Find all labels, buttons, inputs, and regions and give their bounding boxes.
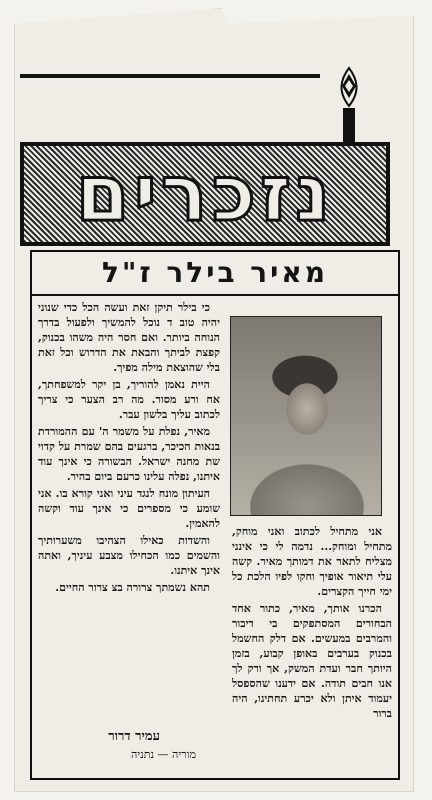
paragraph: תהא נשמתך צרורה בצ צרור החיים. (55, 581, 210, 594)
author-signature (38, 728, 220, 761)
portrait-photo (230, 316, 382, 516)
author-location: מוריה — נתניה (130, 748, 196, 761)
memorial-candle-icon (334, 66, 364, 146)
paragraph: והשדות כאילו הצהיבו משערותיך והשמים כמו הכחילו מצבע עיניך, ואתה אינך איתנו. (38, 534, 220, 577)
article-column-left (38, 300, 220, 726)
headline-rule (30, 294, 400, 296)
memorial-banner (20, 66, 390, 246)
paragraph: העיתון מונח לנגד עיני ואני קורא בו. אני שומע כי מספרים כי אינך עוד וקשה להאמין. (38, 487, 220, 530)
banner-title-box (20, 142, 390, 246)
author-name: עמיר דרור (108, 729, 160, 744)
banner-title: נזכרים (75, 149, 335, 239)
article-headline: מאיר בילר ז"ל (101, 256, 329, 289)
paragraph: היית נאמן להוריך, בן יקר למשפחתך, אח ורע מסור. מה רב הצער כי צריך לכתוב עליך בלשון עבר. (38, 378, 220, 421)
paragraph: כי בילר תיקן זאת ועשה הכל כדי שנוני יהיה טוב ד נוכל להמשיך ולפעול בדרך הנוחה ביותר. ואם חסר היה משהו בכנוק, קפצת לביתך והבאת את הדרוש וכל זאת בלי שהוצאת מילה מפיך. (38, 301, 220, 374)
candle-flame-icon (334, 66, 364, 108)
paragraph: מאיר, נפלת על משמר ה' עם ההמורדת בנאות הכיכר, ברגעים בהם שמרת על קדוי שת מחנה ישראל. הבשורה כי אינך עוד איתנו, נפלה עלינו כרעם ביום בהיר. (38, 425, 220, 483)
article-column-right (232, 524, 392, 770)
paragraph: אני מתחיל לכתוב ואני מוחק, מתחיל ומוחק... נדמה לי כי אינני מצליח לתאר את דמותך מאיר. קשה עלי תיאור אופיך וחקו לפיו הלכת כל ימי חייך הקצרים. (232, 525, 392, 598)
candle-body (343, 108, 355, 146)
paragraph: הכרנו אותך, מאיר, כתור אחד הבחורים המסתפקים בי דיבור והמרבים במעשים. אם דלק החשמל בכנוק בערבים באופן קבוע, בזמן היותך חבר ועדת המשק, אך ורק לך אנו חבים תודה. אם ידענו שהספסל יעמוד איתן ולא יכרע תחתינו, היה ברור (232, 602, 392, 720)
